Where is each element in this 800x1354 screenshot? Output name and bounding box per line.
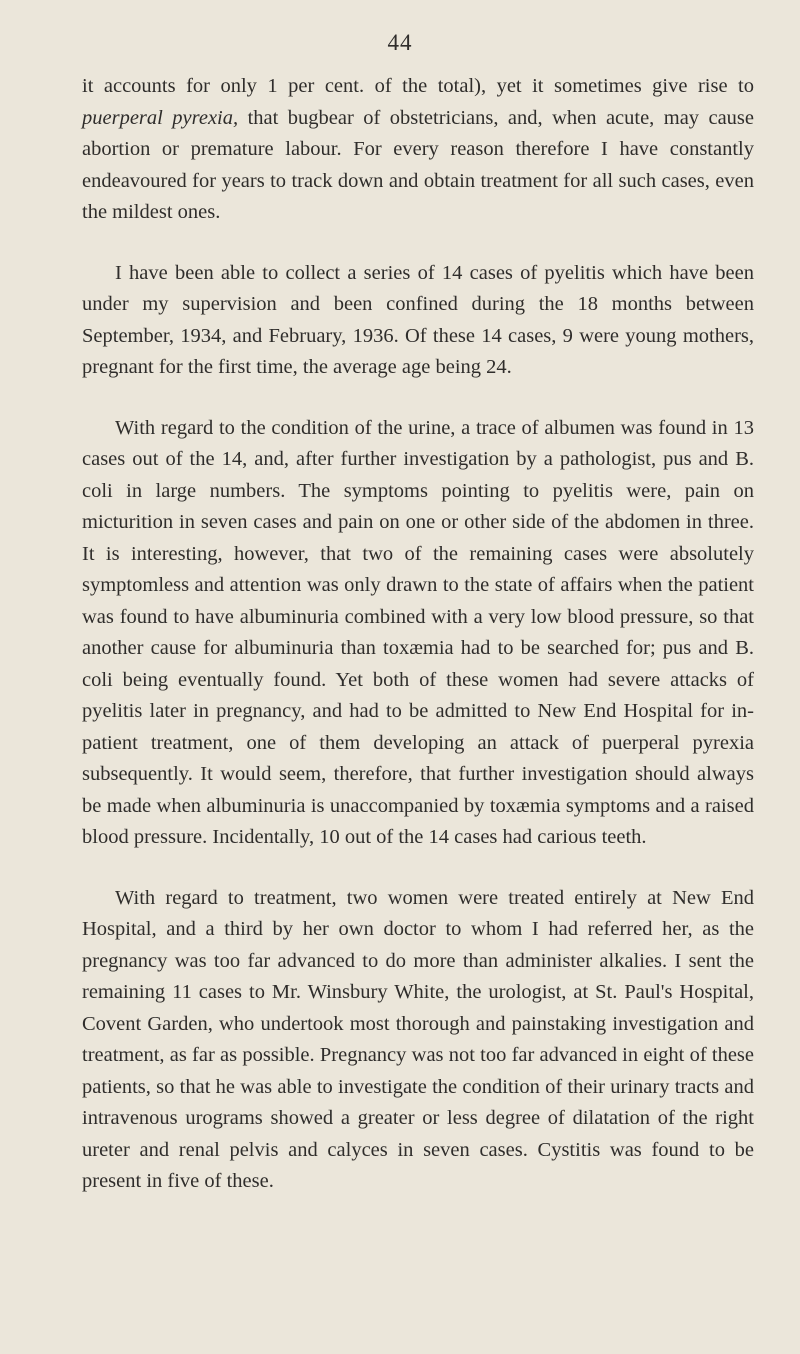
paragraph-2: I have been able to collect a series of 14 cases of pyelitis which have been under my supervision and been confined during the 18 months between September, 1934, and February, 1936. Of these 14 cases, 9 were young mothers, pregnant for the first time, the average age being 24. xyxy=(82,261,754,378)
paragraph-4: With regard to treatment, two women were treated entirely at New End Hospital, and a third by her own doctor to whom I had referred her, as the pregnancy was too far advanced to do more than administer alkalies. I sent the remaining 11 cases to Mr. Winsbury White, the urologist, at St. Paul's Hospital, Covent Garden, who undertook most thorough and painstaking investigation and treatment, as far as possible. Pregnancy was not too far advanced in eight of these patients, so that he was able to investigate the condition of their urinary tracts and intravenous urograms showed a greater or less degree of dilatation of the right ureter and renal pelvis and calyces in seven cases. Cystitis was found to be present in five of these. xyxy=(82,886,754,1192)
paragraph-1 xyxy=(82,71,754,229)
paragraph-1-text-end: that bugbear of obstetricians, and, when acute, may cause abortion or premature labour. For every reason therefore I have constantly endeavoured for years to track down and obtain treatment for all such cases, even the mildest ones. xyxy=(82,106,755,223)
paragraph-1-text-start: it accounts for only 1 per cent. of the total), yet it sometimes give rise to xyxy=(82,75,754,97)
page-number: 44 xyxy=(387,30,413,55)
paragraph-3: With regard to the condition of the urine, a trace of albumen was found in 13 cases out of the 14, and, after further investigation by a pathologist, pus and B. coli in large numbers. The symptoms pointing to pyelitis were, pain on micturition in seven cases and pain on one or other side of the abdomen in three. It is interesting, however, that two of the remaining cases were absolutely symptomless and attention was only drawn to the state of affairs when the patient was found to have albuminuria combined with a very low blood pressure, so that another cause for albuminuria than toxæmia had to be searched for; pus and B. coli being eventually found. Yet both of these women had severe attacks of pyelitis later in pregnancy, and had to be admitted to New End Hospital for in-patient treatment, one of them developing an attack of puerperal pyrexia subsequently. It would seem, therefore, that further investigation should always be made when albuminuria is unaccompanied by toxæmia symptoms and a raised blood pressure. Incidentally, 10 out of the 14 cases had carious teeth. xyxy=(82,416,754,848)
body-text xyxy=(82,71,754,1227)
paragraph-1-italic-term: puerperal pyrexia, xyxy=(82,106,239,129)
